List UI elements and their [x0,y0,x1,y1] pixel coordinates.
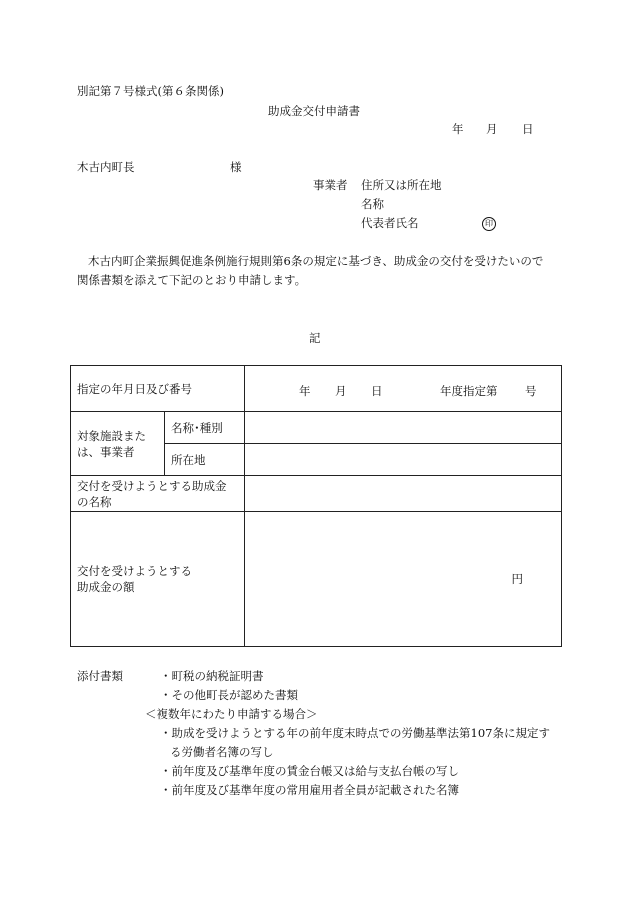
designation-date-field[interactable] [245,366,562,412]
attachments-label: 添付書類 [77,669,123,683]
attachment-item: ・前年度及び基準年度の賃金台帳又は給与支払台帳の写し [160,764,459,778]
form-title: 助成金交付申請書 [268,104,360,118]
target-facility-label: 対象施設また は、事業者 [71,412,165,476]
designation-number-label: 年度指定第 [440,384,498,398]
applicant-label: 事業者 [313,178,348,192]
body-text-line1: 木古内町企業振興促進条例施行規則第6条の規定に基づき、助成金の交付を受けたいので [88,254,544,268]
seal-icon: 印 [482,217,496,231]
grant-amount-field[interactable] [245,512,562,647]
grant-name-field[interactable] [245,476,562,512]
designation-date-label: 指定の年月日及び番号 [71,366,245,412]
table-row [71,412,562,444]
ki-heading: 記 [309,331,321,345]
table-row [71,366,562,412]
designation-year-label: 年 [299,384,311,398]
address-label: 住所又は所在地 [361,178,442,192]
date-month-label: 月 [486,122,498,136]
attachment-item: ・前年度及び基準年度の常用雇用者全員が記載された名簿 [160,783,459,797]
attachment-item-continued: る労働者名簿の写し [170,745,274,759]
table-row [71,476,562,512]
attachment-item: ・その他町長が認めた書類 [160,688,298,702]
location-label: 所在地 [165,444,245,476]
addressee: 木古内町長 [77,160,135,174]
attachment-item: ・助成を受けようとする年の前年度末時点での労働基準法第107条に規定す [160,726,550,740]
date-day-label: 日 [522,122,534,136]
name-label: 名称 [361,197,384,211]
honorific: 様 [230,160,242,174]
grant-amount-label: 交付を受けようとする 助成金の額 [71,512,245,647]
date-year-label: 年 [452,122,464,136]
designation-number-suffix: 号 [525,384,537,398]
designation-month-label: 月 [335,384,347,398]
name-type-label: 名称･種別 [165,412,245,444]
attachment-item: ・町税の納税証明書 [160,669,264,683]
name-type-field[interactable] [245,412,562,444]
application-table [70,365,562,647]
form-number: 別記第７号様式(第６条関係) [77,84,224,98]
table-row [71,512,562,647]
designation-day-label: 日 [371,384,383,398]
multi-year-heading: ＜複数年にわたり申請する場合＞ [145,707,318,721]
representative-label: 代表者氏名 [361,216,419,230]
grant-name-label: 交付を受けようとする助成金 の名称 [71,476,245,512]
body-text-line2: 関係書類を添えて下記のとおり申請します。 [77,273,307,287]
location-field[interactable] [245,444,562,476]
yen-label: 円 [511,572,523,586]
